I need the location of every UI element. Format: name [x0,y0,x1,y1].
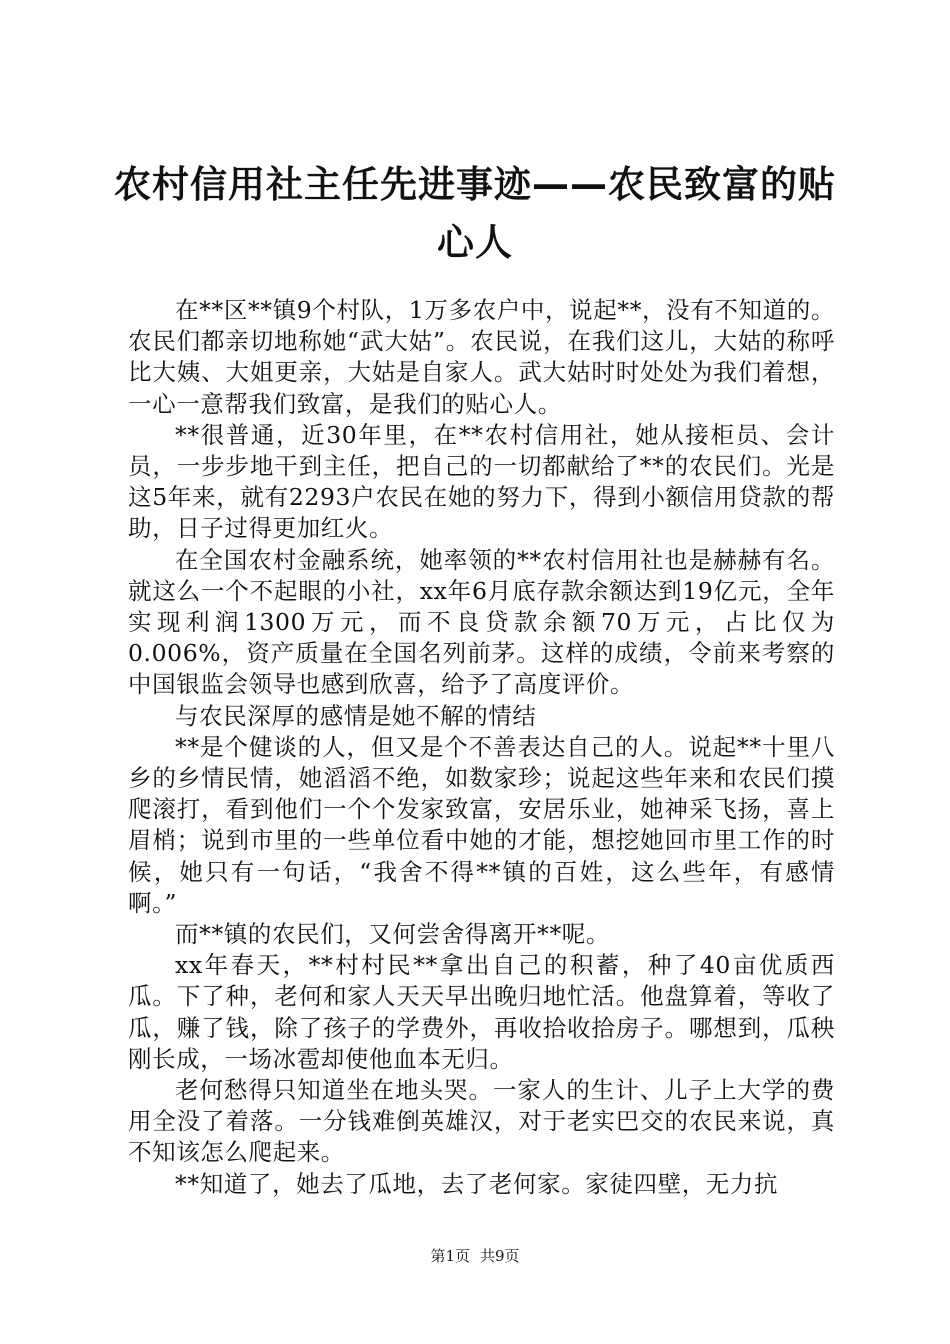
page-footer [0,1246,950,1266]
paragraph: **是个健谈的人，但又是个不善表达自己的人。说起**十里八乡的乡情民情，她滔滔不绝，如数家珍；说起这些年来和农民们摸爬滚打，看到他们一个个发家致富，安居乐业，她神采飞扬，喜上眉梢；说到市里的一些单位看中她的才能，想挖她回市里工作的时候，她只有一句话，“我舍不得**镇的百姓，这么些年，有感情啊。” [128,732,835,917]
paragraph: 老何愁得只知道坐在地头哭。一家人的生计、儿子上大学的费用全没了着落。一分钱难倒英雄汉，对于老实巴交的农民来说，真不知该怎么爬起来。 [128,1076,835,1167]
paragraph: **知道了，她去了瓜地，去了老何家。家徒四壁，无力抗 [175,1169,779,1198]
paragraph: 而**镇的农民们，又何尝舍得离开**呢。 [175,920,610,949]
paragraph: **很普通，近30年里，在**农村信用社，她从接柜员、会计员，一步步地干到主任，把自己的一切都献给了**的农民们。光是这5年来，就有2293户农民在她的努力下，得到小额信用贷款的帮助，日子过得更加红火。 [128,420,835,543]
document-title: 农村信用社主任先进事迹——农民致富的贴心人 [114,163,836,264]
section-heading: 与农民深厚的感情是她不解的情结 [175,701,537,730]
paragraph: xx年春天，**村村民**拿出自己的积蓄，种了40亩优质西瓜。下了种，老何和家人天天早出晚归地忙活。他盘算着，等收了瓜，赚了钱，除了孩子的学费外，再收拾收拾房子。哪想到，瓜秧刚长成，一场冰雹却使他血本无归。 [128,951,835,1073]
paragraph: 在**区**镇9个村队，1万多农户中，说起**，没有不知道的。农民们都亲切地称她“武大姑”。农民说，在我们这儿，大姑的称呼比大姨、大姐更亲，大姑是自家人。武大姑时时处处为我们着想，一心一意帮我们致富，是我们的贴心人。 [128,296,835,418]
page-number: 第1页 [430,1247,470,1265]
page-total: 共9页 [480,1247,520,1265]
document-body [128,295,835,1200]
paragraph: 在全国农村金融系统，她率领的**农村信用社也是赫赫有名。就这么一个不起眼的小社，xx年6月底存款余额达到19亿元，全年实现利润1300万元，而不良贷款余额70万元，占比仅为0.006%，资产质量在全国名列前茅。这样的成绩，令前来考察的中国银监会领导也感到欣喜，给予了高度评价。 [128,545,835,699]
